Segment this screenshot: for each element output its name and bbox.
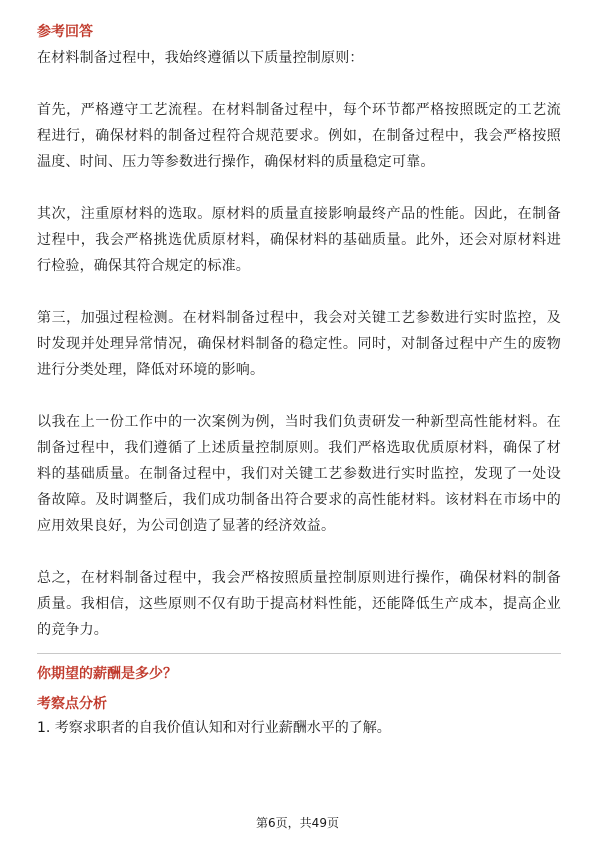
answer-paragraph-2: 其次，注重原材料的选取。原材料的质量直接影响最终产品的性能。因此，在制备过程中，我会严格挑选优质原材料，确保材料的基础质量。此外，还会对原材料进行检验，确保其符合规定的标准。 <box>37 206 561 274</box>
page-number-footer: 第6页，共49页 <box>256 816 339 830</box>
answer-paragraph-4: 以我在上一份工作中的一次案例为例，当时我们负责研发一种新型高性能材料。在制备过程中，我们遵循了上述质量控制原则。我们严格选取优质原材料，确保了材料的基础质量。在制备过程中，我们对关键工艺参数进行实时监控，发现了一处设备故障。及时调整后，我们成功制备出符合要求的高性能材料。该材料在市场中的应用效果良好，为公司创造了显著的经济效益。 <box>37 414 561 534</box>
page-content <box>37 22 561 739</box>
answer-paragraph-1: 首先，严格遵守工艺流程。在材料制备过程中，每个环节都严格按照既定的工艺流程进行，确保材料的制备过程符合规范要求。例如，在制备过程中，我会严格按照温度、时间、压力等参数进行操作，确保材料的质量稳定可靠。 <box>37 102 561 170</box>
question-title: 你期望的薪酬是多少？ <box>37 666 177 682</box>
section-divider <box>37 653 561 654</box>
answer-paragraph-5: 总之，在材料制备过程中，我会严格按照质量控制原则进行操作，确保材料的制备质量。我相信，这些原则不仅有助于提高材料性能，还能降低生产成本，提高企业的竞争力。 <box>37 570 561 638</box>
answer-paragraph-3: 第三，加强过程检测。在材料制备过程中，我会对关键工艺参数进行实时监控，及时发现并处理异常情况，确保材料制备的稳定性。同时，对制备过程中产生的废物进行分类处理，降低对环境的影响。 <box>37 310 561 378</box>
reference-answer-heading: 参考回答 <box>37 24 93 40</box>
analysis-heading: 考察点分析 <box>37 696 107 712</box>
analysis-point-1: 1. 考察求职者的自我价值认知和对行业薪酬水平的了解。 <box>37 720 391 736</box>
answer-intro: 在材料制备过程中，我始终遵循以下质量控制原则： <box>37 50 364 66</box>
